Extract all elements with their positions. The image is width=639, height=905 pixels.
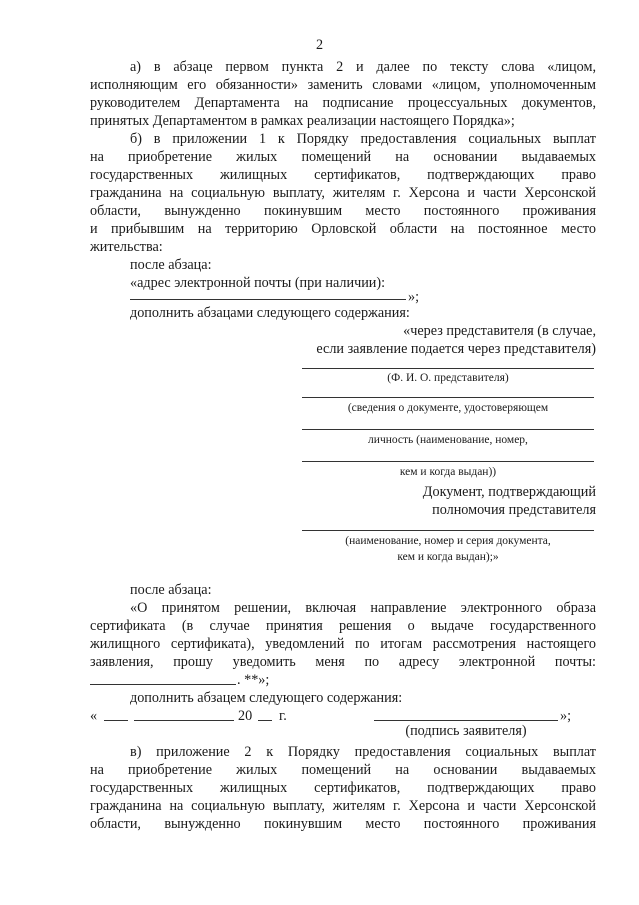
doc-caption-2: личность (наименование, номер, — [368, 434, 528, 446]
decision-line-2: сертификата (в случае принятия решения о выдаче государственного — [90, 618, 596, 634]
item-v-line-4: гражданина на социальную выплату, жителям г. Херсона и части Херсонской — [90, 798, 596, 814]
doc-blank-line-3 — [302, 461, 594, 462]
sig-quote-close: »; — [560, 708, 572, 724]
item-b-line-3: государственных жилищных сертификатов, подтверждающих право — [90, 167, 596, 183]
after-paragraph-label: после абзаца: — [130, 257, 212, 273]
authority-line-1: Документ, подтверждающий — [422, 484, 596, 500]
item-b-line-7: жительства: — [90, 239, 163, 255]
item-a-line-1: а) в абзаце первом пункта 2 и далее по тексту слова «лицом, — [130, 59, 596, 75]
fio-caption: (Ф. И. О. представителя) — [387, 372, 509, 384]
decision-line-3: жилищного сертификата), уведомлений по итогам рассмотрения настоящего — [90, 636, 596, 652]
representative-line-2: если заявление подается через представителя) — [316, 341, 596, 357]
item-a-line-3: руководителем Департамента на подписание процессуальных документов, — [90, 95, 596, 111]
item-a-line-4: принятых Департаментом в рамках реализации настоящего Порядка»; — [90, 113, 515, 129]
representative-line-1: «через представителя (в случае, — [403, 323, 596, 339]
doc-blank-line-1 — [302, 397, 594, 398]
sig-signature-blank — [374, 720, 558, 721]
item-b-line-5: области, вынужденно покинувшим место постоянного проживания — [90, 203, 596, 219]
decision-line-4: заявления, прошу уведомить меня по адресу электронной почты: — [90, 654, 596, 670]
add-paragraph-label: дополнить абзацем следующего содержания: — [130, 690, 403, 706]
sig-quote-open: « — [90, 708, 98, 724]
sig-month-blank — [134, 720, 234, 721]
item-v-line-2: на приобретение жилых помещений на основании выдаваемых — [90, 762, 596, 778]
email-line: «адрес электронной почты (при наличии): — [130, 275, 386, 291]
decision-line-1: «О принятом решении, включая направление электронного образа — [130, 600, 596, 616]
item-b-line-6: и прибывшим на территорию Орловской области на постоянное место — [90, 221, 596, 237]
item-v-line-3: государственных жилищных сертификатов, подтверждающих право — [90, 780, 596, 796]
item-b-line-4: гражданина на социальную выплату, жителям г. Херсона и части Херсонской — [90, 185, 596, 201]
decision-line-5-end: . **»; — [237, 672, 270, 688]
doc-blank-line-2 — [302, 429, 594, 430]
sig-year-g: г. — [279, 708, 287, 724]
fio-blank-line — [302, 368, 594, 369]
decision-email-blank — [90, 684, 236, 685]
item-b-line-2: на приобретение жилых помещений на основании выдаваемых — [90, 149, 596, 165]
email-blank-line — [130, 299, 406, 300]
signature-caption: (подпись заявителя) — [405, 723, 527, 739]
item-v-line-5: области, вынужденно покинувшим место постоянного проживания — [90, 816, 596, 832]
after-paragraph-label-2: после абзаца: — [130, 582, 212, 598]
sig-day-blank — [104, 720, 128, 721]
authority-caption-2: кем и когда выдан);» — [397, 551, 499, 563]
doc-caption-3: кем и когда выдан)) — [399, 466, 497, 478]
authority-caption-1: (наименование, номер и серия документа, — [345, 535, 551, 547]
doc-caption-1: (сведения о документе, удостоверяющем — [347, 402, 549, 414]
page-number: 2 — [315, 37, 324, 53]
item-a-line-2: исполняющим его обязанности» заменить словами «лицом, уполномоченным — [90, 77, 596, 93]
item-v-line-1: в) приложение 2 к Порядку предоставления социальных выплат — [130, 744, 596, 760]
sig-year-prefix: 20 — [238, 708, 253, 724]
add-paragraphs-label: дополнить абзацами следующего содержания: — [130, 305, 410, 321]
item-b-line-1: б) в приложении 1 к Порядку предоставления социальных выплат — [130, 131, 596, 147]
sig-year-blank — [258, 720, 272, 721]
email-line-end: »; — [408, 289, 420, 305]
authority-blank-line — [302, 530, 594, 531]
authority-line-2: полномочия представителя — [432, 502, 596, 518]
